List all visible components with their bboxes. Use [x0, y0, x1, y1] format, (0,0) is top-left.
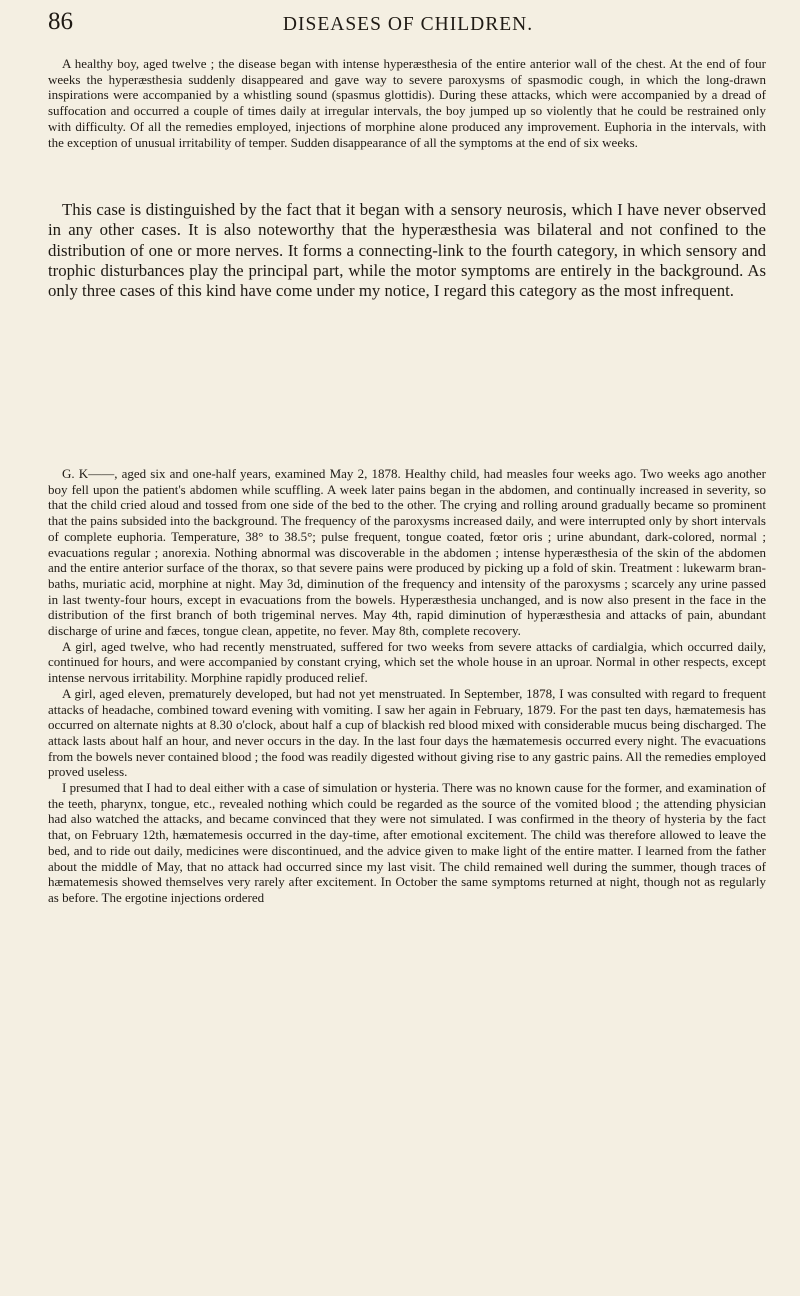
case-paragraph-hysteria: I presumed that I had to deal either with a case of simulation or hysteria. There was no known cause for the former, and examination of the teeth, pharynx, tongue, etc., revealed nothing which could be regarded as the source of the vomited blood ; the attending physician had also watched the attacks, and became convinced that they were not simulated. I was confirmed in the theory of hysteria by the fact that, on February 12th, hæmatemesis occurred in the day-time, after emotional excitement. The child was therefore allowed to leave the bed, and to ride out daily, medicines were discontinued, and the advice given to make light of the entire matter. I learned from the father about the middle of May, that no attack had occurred since my last visit. The child remained well during the summer, though traces of hæmatemesis showed themselves very rarely after excitement. In October the same symptoms returned at night, though not as regularly as before. The ergotine injections ordered [48, 780, 766, 905]
case-paragraph-healthy-boy [48, 56, 766, 150]
page-number: 86 [48, 8, 73, 35]
commentary-paragraph [48, 200, 766, 301]
case-paragraph-girl-eleven: A girl, aged eleven, prematurely developed, but had not yet menstruated. In September, 1878, I was consulted with regard to frequent attacks of headache, combined toward evening with vomiting. I saw her again in February, 1879. For the past ten days, hæmatemesis has occurred on alternate nights at 8.30 o'clock, about half a cup of blackish red blood mixed with considerable mucus being discharged. The attack lasts about half an hour, and never occurs in the day. In the last four days the hæmatemesis occurred every night. The evacuations from the bowels never contained blood ; the food was readily digested without giving rise to any gastric pains. All the remedies employed proved useless. [48, 685, 766, 780]
case-notes [48, 466, 766, 906]
case-paragraph-gk: G. K——, aged six and one-half years, examined May 2, 1878. Healthy child, had measles four weeks ago. Two weeks ago another boy fell upon the patient's abdomen while scuffling. A week later pains began in the abdomen, and continually increased in severity, so that the child cried aloud and tossed from one side of the bed to the other. The crying and rolling around gradually became so prominent that the pains subsided into the background. The frequency of the paroxysms increased daily, and were interrupted only by short intervals of complete euphoria. Temperature, 38° to 38.5°; pulse frequent, tongue coated, fœtor oris ; urine abundant, dark-colored, normal ; evacuations regular ; anorexia. Nothing abnormal was discoverable in the abdomen ; intense hyperæsthesia of the skin of the abdomen and the entire anterior surface of the thorax, so that severe pains were produced by picking up a fold of skin. Treatment : lukewarm bran-baths, muriatic acid, morphine at night. May 3d, diminution of the frequency and intensity of the paroxysms ; scarcely any urine passed in last twenty-four hours, except in evacuations from the bowels. Hyperæsthesia unchanged, and is now also present in the face in the distribution of the first branch of both trigeminal nerves. May 4th, rapid diminution of hyperæsthesia and attacks of pain, abundant discharge of urine and fæces, tongue clean, appetite, no fever. May 8th, complete recovery. [48, 466, 766, 639]
case-paragraph-girl-twelve: A girl, aged twelve, who had recently menstruated, suffered for two weeks from severe attacks of cardialgia, which occurred daily, continued for hours, and were accompanied by constant crying, which set the whole house in an uproar. Normal in other respects, except intense nervous irritability. Morphine rapidly produced relief. [48, 638, 766, 686]
page-header [48, 8, 768, 42]
paragraph-text: A healthy boy, aged twelve ; the disease began with intense hyperæsthesia of the entire anterior wall of the chest. At the end of four weeks the hyperæsthesia suddenly disappeared and gave way to severe paroxysms of spasmodic cough, in which the long-drawn inspirations were accompanied by a whistling sound (spasmus glottidis). During these attacks, which were accompanied by a dread of suffocation and occurred a couple of times daily at irregular intervals, the boy jumped up so violently that he could be restrained only with difficulty. Of all the remedies employed, injections of morphine alone produced any improvement. Euphoria in the intervals, with the exception of unusual irritability of temper. Sudden disappearance of all the symptoms at the end of six weeks. [48, 56, 766, 150]
paragraph-text: This case is distinguished by the fact that it began with a sensory neurosis, which I have never observed in any other cases. It is also noteworthy that the hyperæsthesia was bilateral and not confined to the distribution of one or more nerves. It forms a connecting-link to the fourth category, in which sensory and trophic disturbances play the principal part, while the motor symptoms are entirely in the background. As only three cases of this kind have come under my notice, I regard this category as the most infrequent. [48, 200, 766, 301]
running-title: DISEASES OF CHILDREN. [282, 14, 534, 35]
